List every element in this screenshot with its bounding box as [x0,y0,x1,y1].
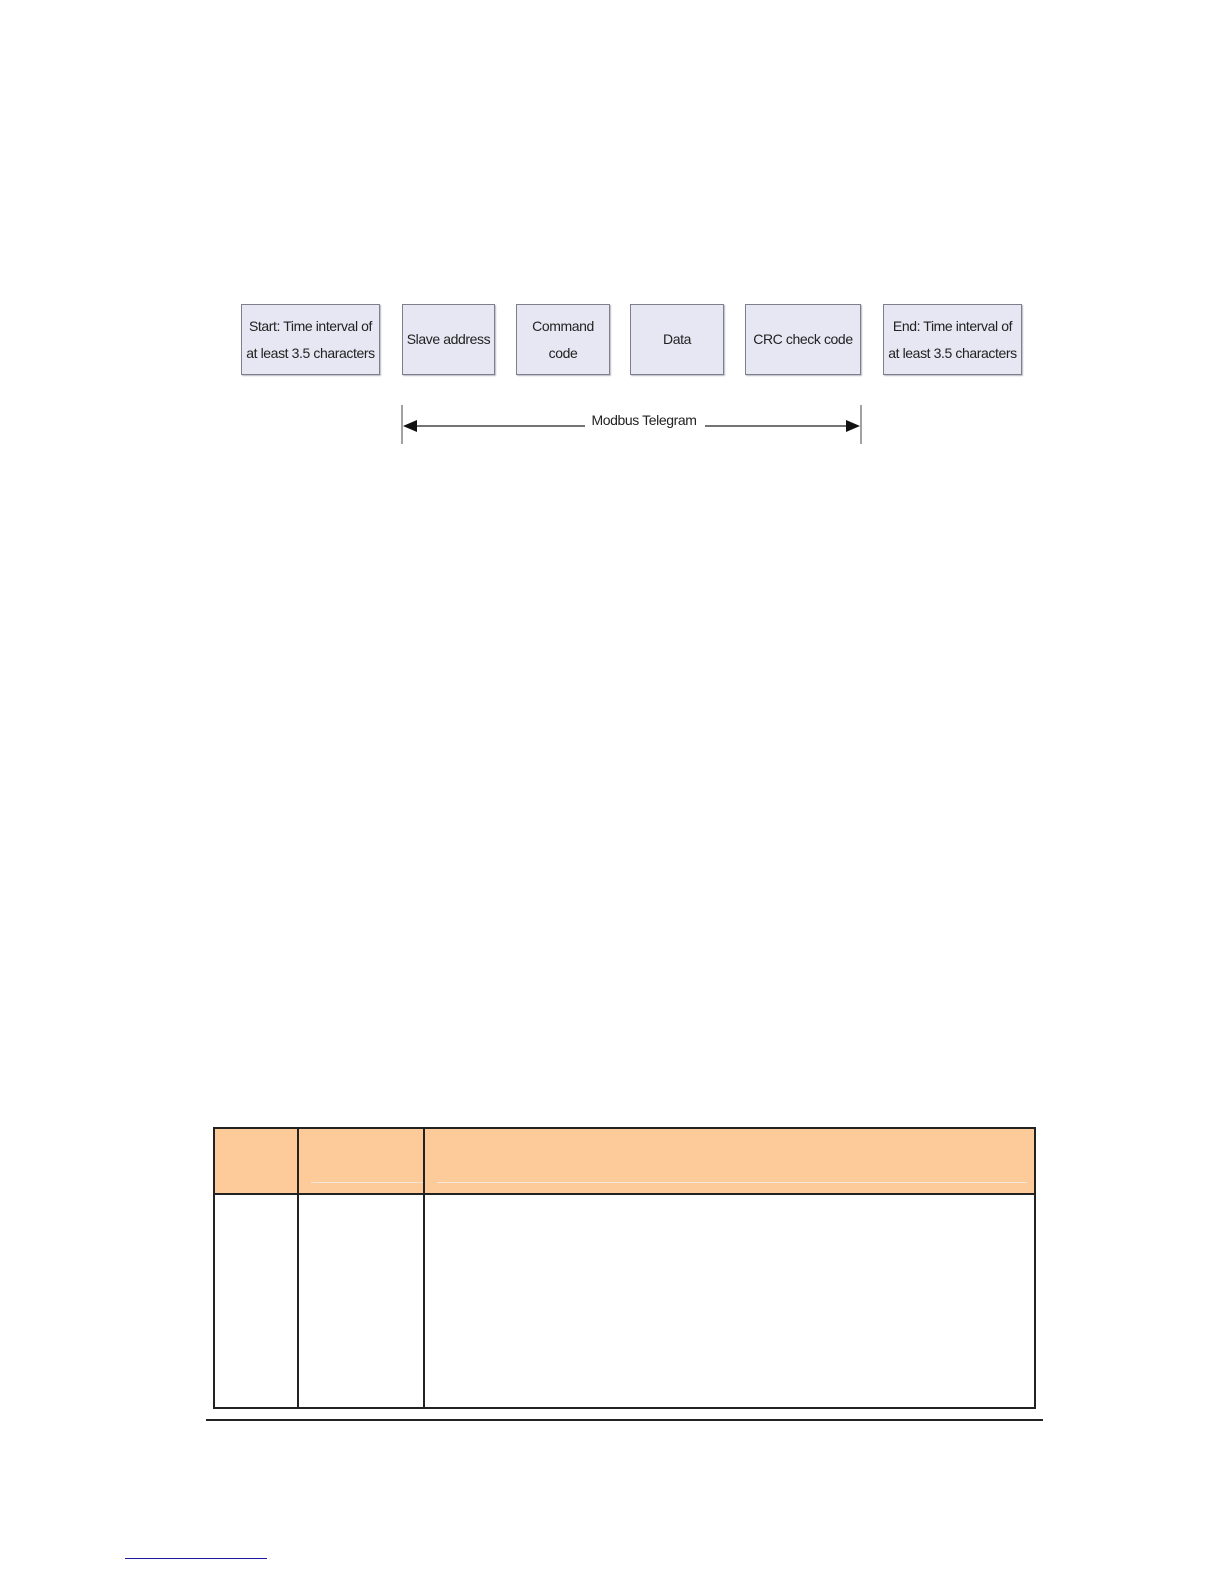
start-interval-box: Start: Time interval of at least 3.5 characters [241,304,380,375]
data-table [213,1127,1036,1409]
header-rule [437,1182,1027,1183]
slave-address-box: Slave address [402,304,495,375]
command-code-box: Command code [516,304,610,375]
table-column-2 [297,1129,425,1407]
data-box: Data [630,304,724,375]
right-arrowhead-icon [846,420,860,432]
modbus-telegram-label: Modbus Telegram [585,412,703,428]
left-arrowhead-icon [403,420,417,432]
footnote-separator [125,1558,267,1559]
crc-check-code-box: CRC check code [745,304,861,375]
table-column-1 [215,1129,299,1407]
end-interval-box: End: Time interval of at least 3.5 characters [883,304,1022,375]
page-bottom-rule [206,1419,1043,1421]
